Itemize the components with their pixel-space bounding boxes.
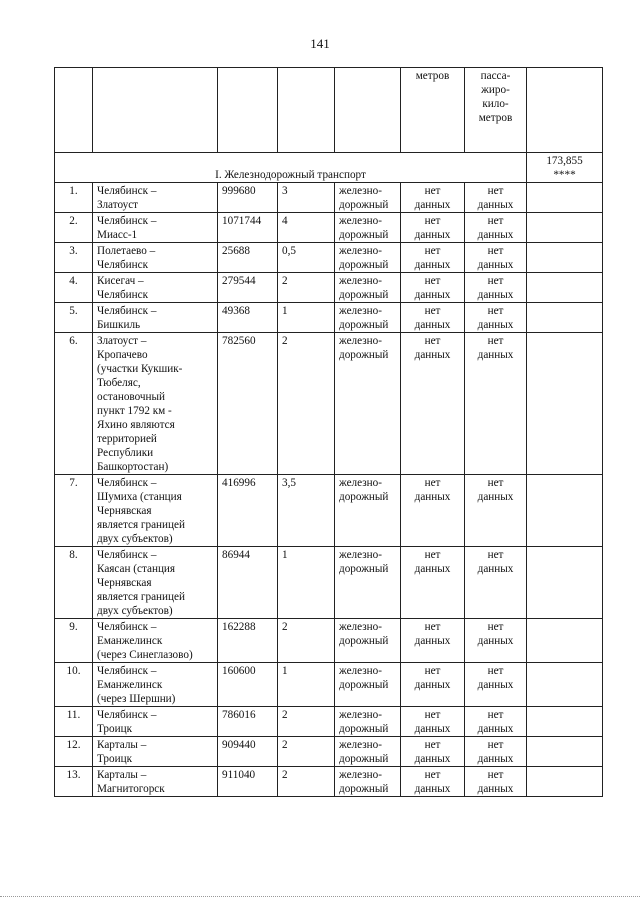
- header-meters: метров: [401, 68, 465, 153]
- empty-cell: [527, 303, 603, 333]
- route-name-line: Кропачево: [97, 349, 148, 361]
- passenger-km-value-line: нет: [487, 335, 504, 347]
- meters-value-line: данных: [414, 723, 451, 735]
- route-code: 162288: [218, 619, 278, 663]
- route-name-line: двух субъектов): [97, 605, 173, 617]
- row-number: 9.: [55, 619, 93, 663]
- route-name-line: Челябинск –: [97, 549, 157, 561]
- header-passenger-km-line: кило-: [482, 98, 509, 110]
- transport-type-line: дорожный: [339, 289, 389, 301]
- meters-value-line: данных: [414, 319, 451, 331]
- route-code: 160600: [218, 663, 278, 707]
- table-row: [55, 619, 603, 663]
- empty-cell: [527, 183, 603, 213]
- table-row: [55, 243, 603, 273]
- transport-type-line: железно-: [339, 245, 382, 257]
- row-number: 11.: [55, 707, 93, 737]
- route-code: 999680: [218, 183, 278, 213]
- table-row: [55, 475, 603, 547]
- meters-value-line: данных: [414, 199, 451, 211]
- meters-value-line: данных: [414, 289, 451, 301]
- transport-type-line: железно-: [339, 275, 382, 287]
- transport-type: [335, 183, 401, 213]
- route-class: 1: [278, 663, 335, 707]
- meters-value-line: данных: [414, 679, 451, 691]
- transport-type-line: дорожный: [339, 753, 389, 765]
- route-name-line: Златоуст: [97, 199, 139, 211]
- meters-value-line: данных: [414, 229, 451, 241]
- route-name: [93, 663, 218, 707]
- route-name-line: Чернявская: [97, 505, 152, 517]
- meters-value-line: данных: [414, 563, 451, 575]
- passenger-km-value: [465, 737, 527, 767]
- meters-value-line: нет: [424, 665, 441, 677]
- route-name-line: Яхино являются: [97, 419, 175, 431]
- meters-value: [401, 737, 465, 767]
- passenger-km-value-line: нет: [487, 275, 504, 287]
- empty-cell: [527, 273, 603, 303]
- route-code: 49368: [218, 303, 278, 333]
- passenger-km-value-line: нет: [487, 185, 504, 197]
- meters-value: [401, 707, 465, 737]
- header-row: [55, 68, 603, 153]
- transport-type-line: железно-: [339, 709, 382, 721]
- passenger-km-value-line: данных: [477, 563, 514, 575]
- meters-value-line: данных: [414, 753, 451, 765]
- route-name-line: Златоуст –: [97, 335, 147, 347]
- meters-value: [401, 619, 465, 663]
- table-row: [55, 213, 603, 243]
- route-name-line: Челябинск: [97, 259, 149, 271]
- route-name-line: Магнитогорск: [97, 783, 165, 795]
- route-name-line: Челябинск: [97, 289, 149, 301]
- transport-type-line: дорожный: [339, 635, 389, 647]
- table-body: [55, 68, 603, 797]
- table-row: [55, 273, 603, 303]
- header-cell: [527, 68, 603, 153]
- route-name: [93, 767, 218, 797]
- route-name: [93, 619, 218, 663]
- row-number: 2.: [55, 213, 93, 243]
- table-row: [55, 663, 603, 707]
- meters-value: [401, 767, 465, 797]
- header-cell: [278, 68, 335, 153]
- meters-value: [401, 333, 465, 475]
- section-title: I. Железнодорожный транспорт: [55, 153, 527, 183]
- passenger-km-value-line: данных: [477, 349, 514, 361]
- empty-cell: [527, 333, 603, 475]
- route-name-line: является границей: [97, 519, 185, 531]
- route-class: 3: [278, 183, 335, 213]
- passenger-km-value: [465, 475, 527, 547]
- route-name-line: Чернявская: [97, 577, 152, 589]
- table-row: [55, 547, 603, 619]
- route-name-line: Троицк: [97, 723, 133, 735]
- row-number: 8.: [55, 547, 93, 619]
- transport-type-line: железно-: [339, 769, 382, 781]
- transport-type: [335, 619, 401, 663]
- route-name: [93, 243, 218, 273]
- meters-value: [401, 663, 465, 707]
- route-name-line: Челябинск –: [97, 477, 157, 489]
- route-name-line: пункт 1792 км -: [97, 405, 172, 417]
- route-name-line: Полетаево –: [97, 245, 156, 257]
- route-class: 2: [278, 619, 335, 663]
- route-name-line: остановочный: [97, 391, 166, 403]
- transport-type-line: железно-: [339, 185, 382, 197]
- row-number: 10.: [55, 663, 93, 707]
- route-code: 416996: [218, 475, 278, 547]
- meters-value-line: нет: [424, 477, 441, 489]
- meters-value-line: нет: [424, 621, 441, 633]
- transport-type: [335, 303, 401, 333]
- transport-type: [335, 273, 401, 303]
- empty-cell: [527, 547, 603, 619]
- route-name-line: Челябинск –: [97, 665, 157, 677]
- route-class: 3,5: [278, 475, 335, 547]
- empty-cell: [527, 737, 603, 767]
- route-code: 911040: [218, 767, 278, 797]
- passenger-km-value: [465, 619, 527, 663]
- meters-value-line: нет: [424, 709, 441, 721]
- meters-value: [401, 303, 465, 333]
- passenger-km-value: [465, 243, 527, 273]
- empty-cell: [527, 619, 603, 663]
- route-name: [93, 333, 218, 475]
- empty-cell: [527, 475, 603, 547]
- route-name: [93, 475, 218, 547]
- route-class: 1: [278, 547, 335, 619]
- transport-type: [335, 333, 401, 475]
- route-name: [93, 273, 218, 303]
- section-value-number: 173,855: [546, 155, 583, 167]
- passenger-km-value-line: данных: [477, 259, 514, 271]
- transport-type-line: железно-: [339, 335, 382, 347]
- meters-value-line: нет: [424, 335, 441, 347]
- route-code: 1071744: [218, 213, 278, 243]
- row-number: 7.: [55, 475, 93, 547]
- meters-value-line: данных: [414, 491, 451, 503]
- passenger-km-value: [465, 333, 527, 475]
- transport-type-line: дорожный: [339, 563, 389, 575]
- passenger-km-value-line: нет: [487, 215, 504, 227]
- route-code: 782560: [218, 333, 278, 475]
- table-row: [55, 303, 603, 333]
- header-cell: [335, 68, 401, 153]
- transport-type-line: дорожный: [339, 491, 389, 503]
- transport-type-line: дорожный: [339, 199, 389, 211]
- passenger-km-value-line: данных: [477, 635, 514, 647]
- transport-type: [335, 475, 401, 547]
- row-number: 3.: [55, 243, 93, 273]
- route-code: 25688: [218, 243, 278, 273]
- passenger-km-value-line: данных: [477, 289, 514, 301]
- passenger-km-value-line: данных: [477, 679, 514, 691]
- route-class: 4: [278, 213, 335, 243]
- route-name-line: Карталы –: [97, 739, 147, 751]
- meters-value-line: данных: [414, 783, 451, 795]
- meters-value-line: данных: [414, 259, 451, 271]
- meters-value-line: нет: [424, 305, 441, 317]
- route-name: [93, 707, 218, 737]
- transport-table: [54, 67, 603, 797]
- header-cell: [93, 68, 218, 153]
- header-passenger-km-line: жиро-: [481, 84, 510, 96]
- route-name-line: Еманжелинск: [97, 635, 163, 647]
- meters-value-line: нет: [424, 739, 441, 751]
- route-name: [93, 737, 218, 767]
- passenger-km-value: [465, 547, 527, 619]
- passenger-km-value-line: нет: [487, 245, 504, 257]
- transport-type-line: железно-: [339, 621, 382, 633]
- meters-value-line: нет: [424, 275, 441, 287]
- route-class: 2: [278, 333, 335, 475]
- route-name-line: Кисегач –: [97, 275, 144, 287]
- passenger-km-value-line: данных: [477, 783, 514, 795]
- transport-type-line: железно-: [339, 665, 382, 677]
- route-code: 86944: [218, 547, 278, 619]
- transport-type-line: дорожный: [339, 259, 389, 271]
- route-name: [93, 183, 218, 213]
- route-name-line: двух субъектов): [97, 533, 173, 545]
- route-name-line: Еманжелинск: [97, 679, 163, 691]
- table-row: [55, 333, 603, 475]
- route-name-line: Миасс-1: [97, 229, 138, 241]
- route-name-line: Челябинск –: [97, 215, 157, 227]
- passenger-km-value-line: данных: [477, 491, 514, 503]
- meters-value: [401, 183, 465, 213]
- row-number: 1.: [55, 183, 93, 213]
- route-name-line: (через Шершни): [97, 693, 176, 705]
- header-passenger-km-line: пасса-: [480, 70, 511, 82]
- transport-type-line: дорожный: [339, 679, 389, 691]
- page-number: 141: [310, 36, 330, 51]
- bottom-rule: [0, 896, 640, 897]
- empty-cell: [527, 213, 603, 243]
- passenger-km-value: [465, 707, 527, 737]
- route-name: [93, 547, 218, 619]
- passenger-km-value-line: данных: [477, 723, 514, 735]
- passenger-km-value-line: нет: [487, 739, 504, 751]
- passenger-km-value-line: нет: [487, 709, 504, 721]
- meters-value: [401, 547, 465, 619]
- header-cell: [218, 68, 278, 153]
- passenger-km-value-line: нет: [487, 477, 504, 489]
- transport-type-line: дорожный: [339, 723, 389, 735]
- table-row: [55, 183, 603, 213]
- empty-cell: [527, 707, 603, 737]
- route-name-line: Челябинск –: [97, 621, 157, 633]
- route-class: 2: [278, 273, 335, 303]
- meters-value-line: нет: [424, 215, 441, 227]
- passenger-km-value-line: нет: [487, 769, 504, 781]
- route-name-line: Тюбеляс,: [97, 377, 141, 389]
- route-class: 0,5: [278, 243, 335, 273]
- route-class: 2: [278, 737, 335, 767]
- transport-type-line: железно-: [339, 477, 382, 489]
- transport-type: [335, 213, 401, 243]
- route-name-line: Челябинск –: [97, 185, 157, 197]
- route-name-line: Республики: [97, 447, 154, 459]
- transport-type: [335, 767, 401, 797]
- transport-type-line: железно-: [339, 305, 382, 317]
- transport-type-line: дорожный: [339, 229, 389, 241]
- section-value-note: ****: [553, 169, 576, 181]
- passenger-km-value: [465, 767, 527, 797]
- route-name-line: территорией: [97, 433, 157, 445]
- meters-value: [401, 273, 465, 303]
- passenger-km-value-line: нет: [487, 305, 504, 317]
- route-name-line: Троицк: [97, 753, 133, 765]
- route-class: 2: [278, 767, 335, 797]
- passenger-km-value-line: нет: [487, 549, 504, 561]
- meters-value-line: данных: [414, 635, 451, 647]
- passenger-km-value-line: нет: [487, 665, 504, 677]
- meters-value: [401, 475, 465, 547]
- transport-type: [335, 663, 401, 707]
- route-name-line: является границей: [97, 591, 185, 603]
- passenger-km-value-line: нет: [487, 621, 504, 633]
- route-code: 786016: [218, 707, 278, 737]
- route-name-line: Башкортостан): [97, 461, 169, 473]
- row-number: 5.: [55, 303, 93, 333]
- transport-type-line: дорожный: [339, 783, 389, 795]
- meters-value-line: нет: [424, 769, 441, 781]
- transport-type: [335, 243, 401, 273]
- passenger-km-value: [465, 303, 527, 333]
- passenger-km-value-line: данных: [477, 229, 514, 241]
- table-row: [55, 767, 603, 797]
- transport-type: [335, 707, 401, 737]
- route-code: 279544: [218, 273, 278, 303]
- meters-value: [401, 213, 465, 243]
- passenger-km-value: [465, 213, 527, 243]
- transport-type-line: железно-: [339, 739, 382, 751]
- row-number: 4.: [55, 273, 93, 303]
- route-name-line: Каясан (станция: [97, 563, 176, 575]
- header-passenger-km: [465, 68, 527, 153]
- section-value: [527, 153, 603, 183]
- route-name: [93, 213, 218, 243]
- route-name-line: (участки Кукшик-: [97, 363, 183, 375]
- meters-value: [401, 243, 465, 273]
- meters-value-line: нет: [424, 185, 441, 197]
- row-number: 6.: [55, 333, 93, 475]
- passenger-km-value-line: данных: [477, 753, 514, 765]
- route-name-line: Карталы –: [97, 769, 147, 781]
- passenger-km-value: [465, 183, 527, 213]
- transport-type-line: железно-: [339, 549, 382, 561]
- section-row: [55, 153, 603, 183]
- passenger-km-value: [465, 273, 527, 303]
- route-name-line: Бишкиль: [97, 319, 141, 331]
- transport-type: [335, 547, 401, 619]
- route-class: 2: [278, 707, 335, 737]
- row-number: 13.: [55, 767, 93, 797]
- route-name-line: Шумиха (станция: [97, 491, 182, 503]
- table-row: [55, 707, 603, 737]
- passenger-km-value: [465, 663, 527, 707]
- empty-cell: [527, 663, 603, 707]
- meters-value-line: нет: [424, 549, 441, 561]
- header-passenger-km-line: метров: [478, 112, 513, 124]
- meters-value-line: нет: [424, 245, 441, 257]
- meters-value-line: данных: [414, 349, 451, 361]
- route-name: [93, 303, 218, 333]
- table-row: [55, 737, 603, 767]
- route-name-line: Челябинск –: [97, 305, 157, 317]
- passenger-km-value-line: данных: [477, 199, 514, 211]
- transport-type-line: дорожный: [339, 349, 389, 361]
- transport-type-line: дорожный: [339, 319, 389, 331]
- transport-type: [335, 737, 401, 767]
- empty-cell: [527, 767, 603, 797]
- passenger-km-value-line: данных: [477, 319, 514, 331]
- row-number: 12.: [55, 737, 93, 767]
- route-code: 909440: [218, 737, 278, 767]
- empty-cell: [527, 243, 603, 273]
- transport-type-line: железно-: [339, 215, 382, 227]
- header-cell: [55, 68, 93, 153]
- route-class: 1: [278, 303, 335, 333]
- route-name-line: (через Синеглазово): [97, 649, 193, 661]
- route-name-line: Челябинск –: [97, 709, 157, 721]
